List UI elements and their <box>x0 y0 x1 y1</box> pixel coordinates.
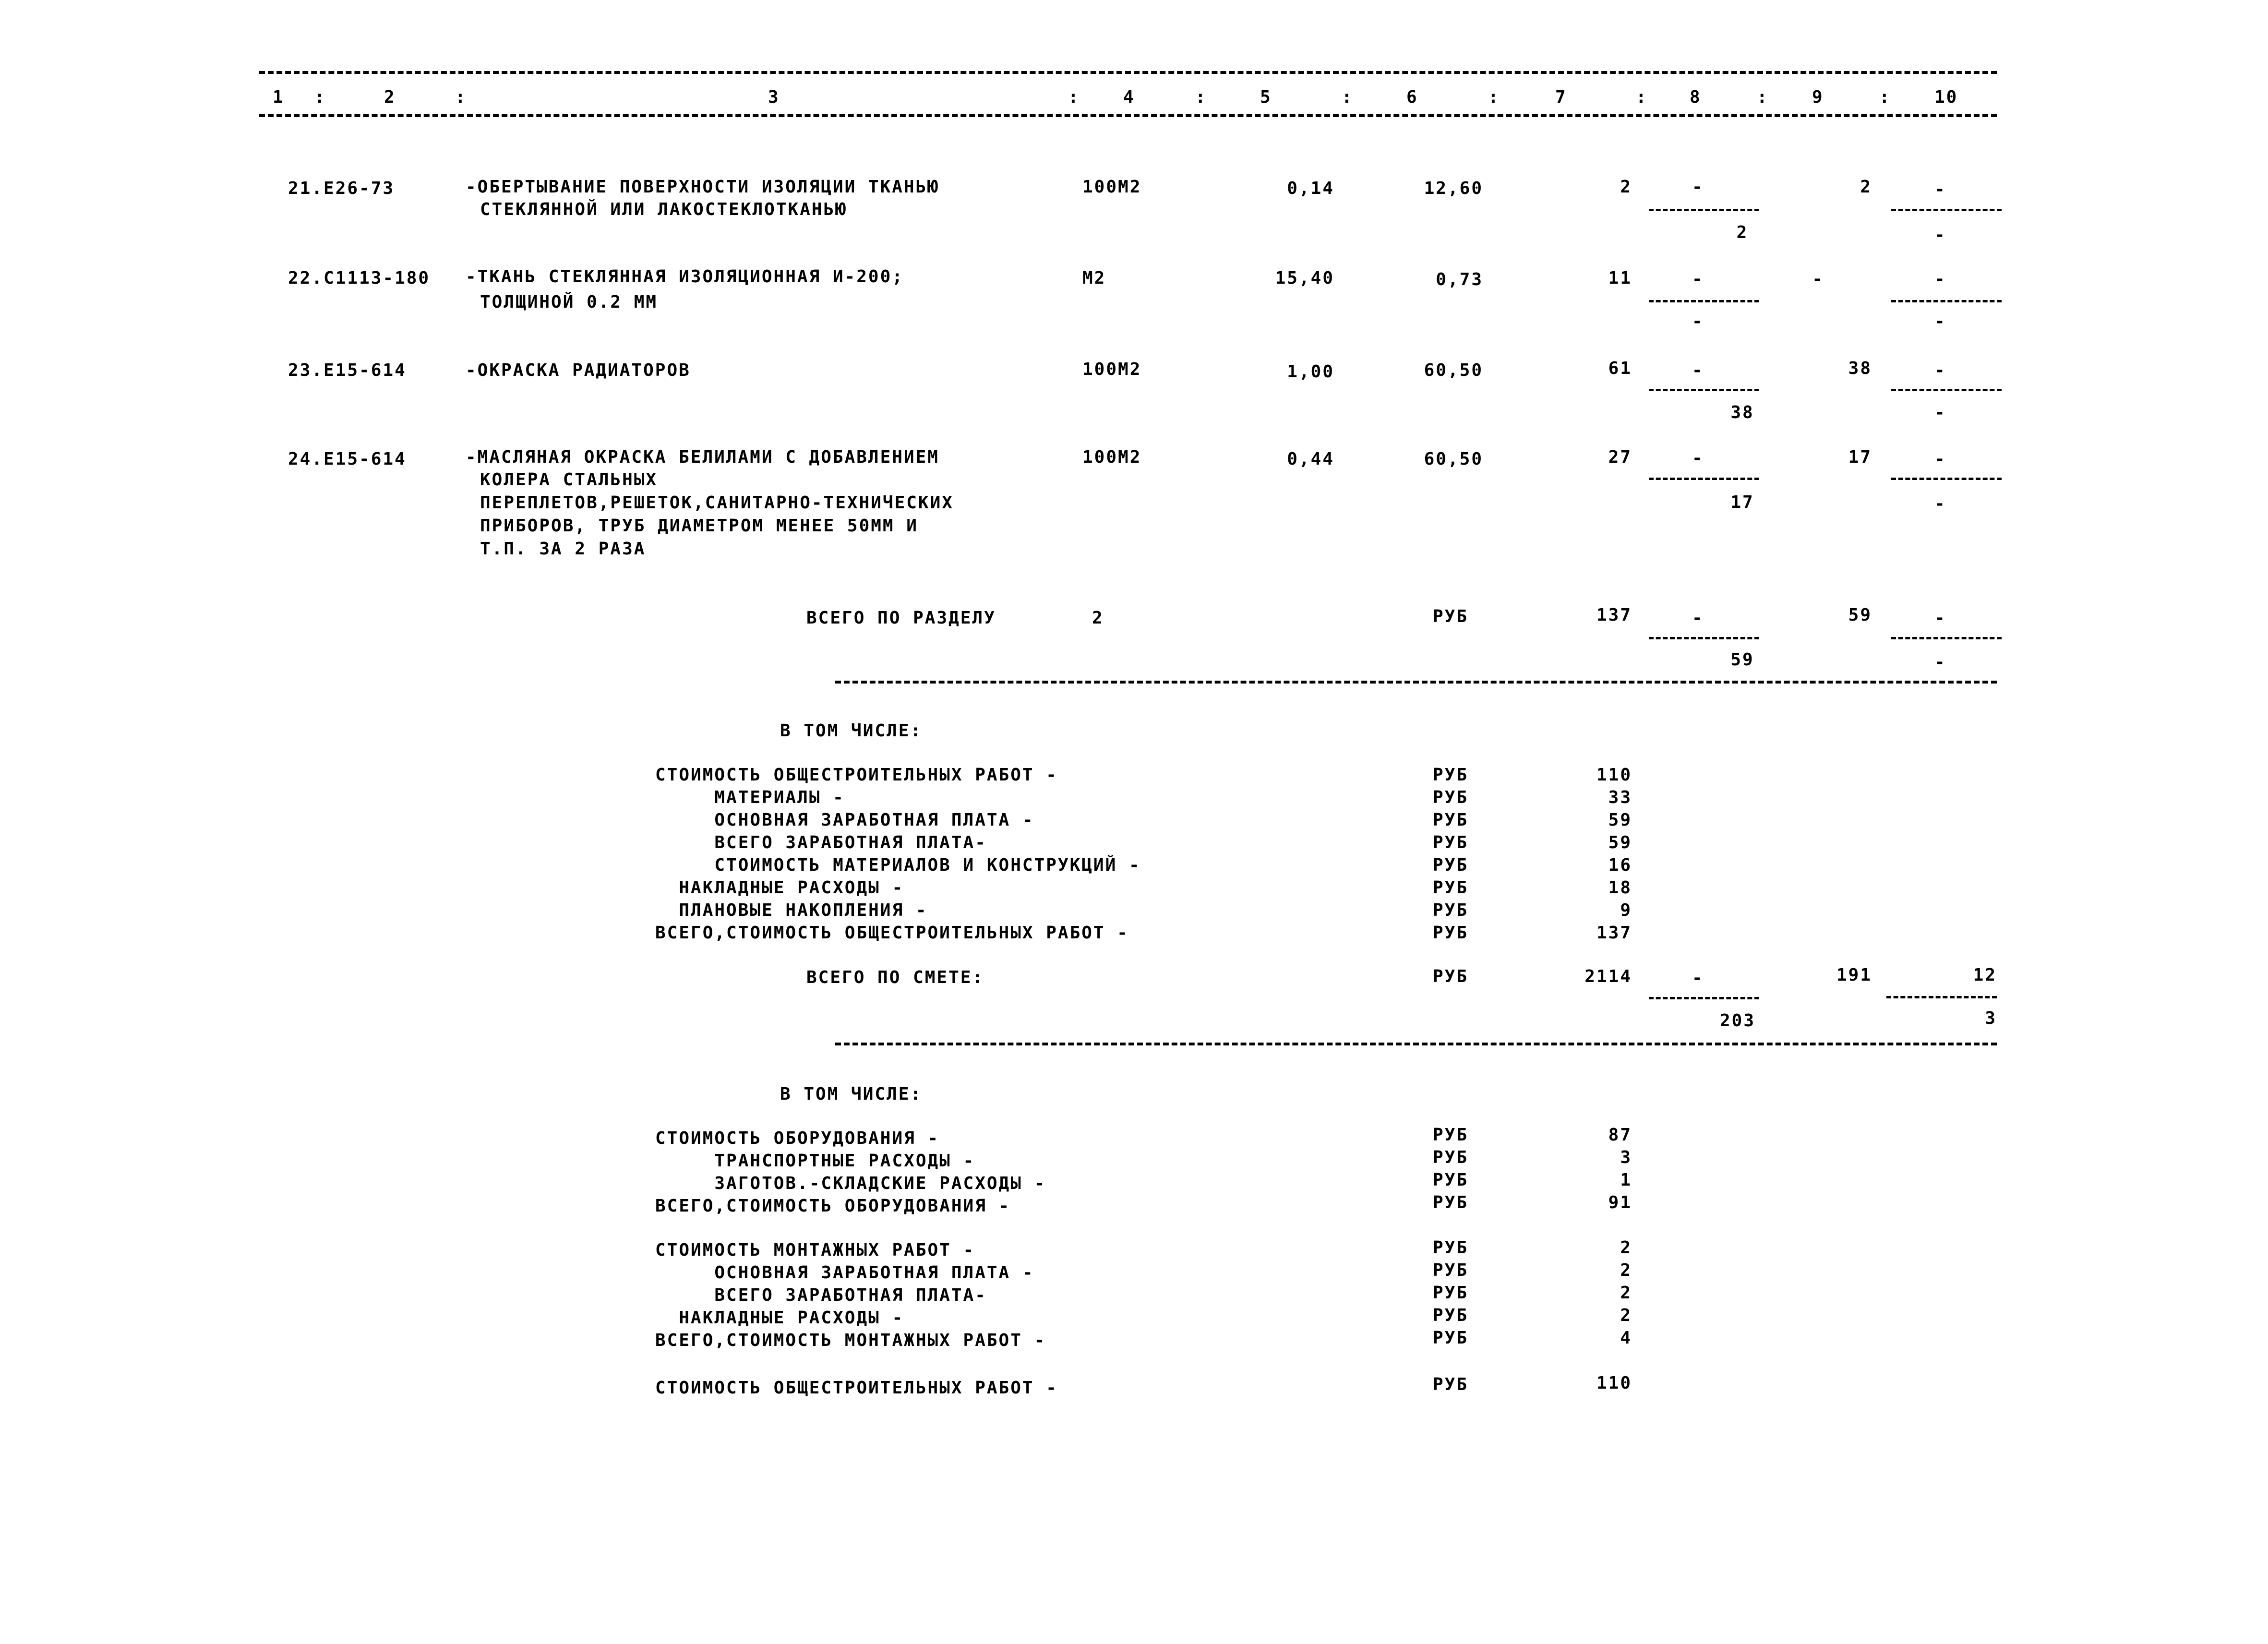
row-unit: 100М2 <box>1082 447 1142 467</box>
breakdown-value: 59 <box>1608 810 1632 830</box>
row-col9: - <box>1812 269 1824 289</box>
breakdown-unit: РУБ <box>1433 923 1469 943</box>
row-col8-bottom: - <box>1692 312 1704 331</box>
row-total: 2 <box>1620 177 1632 197</box>
breakdown-value: 2 <box>1620 1306 1632 1325</box>
estimate-col10-top: 12 <box>1973 965 1997 985</box>
header-bottom-rule <box>259 114 1997 117</box>
breakdown-value: 4 <box>1620 1328 1632 1348</box>
breakdown-value: 33 <box>1608 788 1632 807</box>
breakdown-unit: РУБ <box>1433 1328 1469 1348</box>
row-qty: 0,44 <box>1287 449 1334 469</box>
header-col-7: 7 <box>1555 87 1567 107</box>
header-sep: : <box>1068 87 1080 107</box>
row-col8-rule <box>1649 209 1759 211</box>
row-col8-top: - <box>1692 448 1704 468</box>
header-col-9: 9 <box>1812 87 1824 107</box>
row-name-line: СТЕКЛЯННОЙ ИЛИ ЛАКОСТЕКЛОТКАНЬЮ <box>480 200 847 219</box>
row-qty: 15,40 <box>1275 268 1334 288</box>
breakdown-unit: РУБ <box>1433 833 1469 852</box>
section-col10-bottom: - <box>1934 652 1946 672</box>
row-price: 60,50 <box>1424 360 1483 380</box>
breakdown-label: СТОИМОСТЬ МОНТАЖНЫХ РАБОТ - <box>655 1240 975 1260</box>
row-col9: 2 <box>1860 177 1872 197</box>
section-col10-top: - <box>1934 608 1946 628</box>
row-col8-rule <box>1649 389 1759 391</box>
row-name-line: -ОБЕРТЫВАНИЕ ПОВЕРХНОСТИ ИЗОЛЯЦИИ ТКАНЬЮ <box>466 177 939 197</box>
row-col10-bottom: - <box>1934 312 1946 331</box>
breakdown-value: 16 <box>1608 855 1632 875</box>
header-col-6: 6 <box>1406 87 1418 107</box>
row-col10-top: - <box>1934 269 1946 289</box>
breakdown-unit: РУБ <box>1433 1170 1469 1190</box>
header-sep: : <box>1342 87 1354 107</box>
breakdown-value: 18 <box>1608 878 1632 898</box>
row-name-line: ПРИБОРОВ, ТРУБ ДИАМЕТРОМ МЕНЕЕ 50ММ И <box>480 516 918 536</box>
header-sep: : <box>1636 87 1648 107</box>
row-code: 22.С1113-180 <box>288 268 431 288</box>
section-number: 2 <box>1092 608 1104 628</box>
row-col8-bottom: 17 <box>1730 492 1754 512</box>
row-code: 24.Е15-614 <box>288 449 407 469</box>
header-col-2: 2 <box>384 87 396 107</box>
section-col9: 59 <box>1848 605 1872 625</box>
breakdown-label: СТОИМОСТЬ ОБЩЕСТРОИТЕЛЬНЫХ РАБОТ - <box>655 765 1058 785</box>
breakdown-label: СТОИМОСТЬ ОБОРУДОВАНИЯ - <box>655 1128 940 1148</box>
breakdown-label: ВСЕГО,СТОИМОСТЬ ОБОРУДОВАНИЯ - <box>655 1196 1011 1216</box>
estimate-col8-top: - <box>1692 968 1704 988</box>
breakdown-unit: РУБ <box>1433 1306 1469 1325</box>
row-unit: М2 <box>1082 268 1106 288</box>
including-heading: В ТОМ ЧИСЛЕ: <box>780 1084 923 1104</box>
row-col10-rule <box>1891 300 2002 302</box>
section-col8-top: - <box>1692 608 1704 628</box>
header-col-8: 8 <box>1690 87 1702 107</box>
row-name-line: КОЛЕРА СТАЛЬНЫХ <box>480 470 658 490</box>
breakdown-label: СТОИМОСТЬ МАТЕРИАЛОВ И КОНСТРУКЦИЙ - <box>655 855 1141 875</box>
breakdown-unit: РУБ <box>1433 1260 1469 1280</box>
row-name-line: ТОЛЩИНОЙ 0.2 ММ <box>480 292 658 312</box>
breakdown-value: 2 <box>1620 1283 1632 1303</box>
row-col8-rule <box>1649 478 1759 480</box>
breakdown-value: 2 <box>1620 1260 1632 1280</box>
row-unit: 100М2 <box>1082 360 1142 379</box>
breakdown-label: ЗАГОТОВ.-СКЛАДСКИЕ РАСХОДЫ - <box>655 1174 1046 1193</box>
breakdown-value: 91 <box>1608 1193 1632 1212</box>
row-col8-top: - <box>1692 360 1704 380</box>
estimate-total-unit: РУБ <box>1433 967 1469 986</box>
including-heading: В ТОМ ЧИСЛЕ: <box>780 721 923 741</box>
estimate-total-label: ВСЕГО ПО СМЕТЕ: <box>806 968 984 987</box>
breakdown-value: 59 <box>1608 833 1632 852</box>
section-col8-bottom: 59 <box>1730 650 1754 670</box>
breakdown-value: 87 <box>1608 1125 1632 1145</box>
breakdown-label: ВСЕГО,СТОИМОСТЬ МОНТАЖНЫХ РАБОТ - <box>655 1331 1046 1350</box>
header-sep: : <box>1488 87 1500 107</box>
breakdown-unit: РУБ <box>1433 900 1469 920</box>
header-col-5: 5 <box>1260 87 1272 107</box>
breakdown-label: ВСЕГО,СТОИМОСТЬ ОБЩЕСТРОИТЕЛЬНЫХ РАБОТ - <box>655 923 1129 943</box>
row-name-line: -ОКРАСКА РАДИАТОРОВ <box>466 360 691 380</box>
section-col8-rule <box>1649 637 1759 639</box>
header-sep: : <box>1879 87 1891 107</box>
row-name-line: ПЕРЕПЛЕТОВ,РЕШЕТОК,САНИТАРНО-ТЕХНИЧЕСКИХ <box>480 493 954 513</box>
breakdown-label: ОСНОВНАЯ ЗАРАБОТНАЯ ПЛАТА - <box>655 810 1034 830</box>
header-sep: : <box>314 87 326 107</box>
row-col10-top: - <box>1934 180 1946 199</box>
row-col8-top: - <box>1692 269 1704 289</box>
breakdown-label: МАТЕРИАЛЫ - <box>655 788 845 807</box>
estimate-col9: 191 <box>1836 965 1872 985</box>
estimate-total-value: 2114 <box>1584 967 1632 986</box>
estimate-total-rule <box>835 1043 1997 1045</box>
row-col9: 38 <box>1848 359 1872 378</box>
row-unit: 100М2 <box>1082 177 1142 197</box>
section-total-label: ВСЕГО ПО РАЗДЕЛУ <box>806 608 996 628</box>
row-name-line: -ТКАНЬ СТЕКЛЯННАЯ ИЗОЛЯЦИОННАЯ И-200; <box>466 267 904 287</box>
estimate-col10-bottom: 3 <box>1985 1008 1997 1028</box>
row-col8-bottom: 2 <box>1736 223 1749 242</box>
row-total: 61 <box>1608 359 1632 378</box>
section-col10-rule <box>1891 637 2002 639</box>
breakdown-value: 1 <box>1620 1170 1632 1190</box>
breakdown-label: НАКЛАДНЫЕ РАСХОДЫ - <box>655 878 904 898</box>
section-total-value: 137 <box>1596 605 1632 625</box>
header-col-1: 1 <box>273 87 285 107</box>
breakdown-unit: РУБ <box>1433 1238 1469 1258</box>
breakdown-value: 3 <box>1620 1148 1632 1167</box>
breakdown-unit: РУБ <box>1433 788 1469 807</box>
estimate-col8-bottom: 203 <box>1719 1011 1756 1031</box>
row-code: 23.Е15-614 <box>288 360 407 380</box>
row-price: 12,60 <box>1424 179 1483 198</box>
header-sep: : <box>455 87 467 107</box>
breakdown-unit: РУБ <box>1433 765 1469 785</box>
header-col-3: 3 <box>768 87 780 107</box>
breakdown-unit: РУБ <box>1433 1375 1469 1394</box>
row-col10-bottom: - <box>1934 225 1946 245</box>
row-code: 21.Е26-73 <box>288 179 395 198</box>
estimate-col10-rule <box>1886 996 1997 998</box>
breakdown-value: 9 <box>1620 900 1632 920</box>
breakdown-value: 2 <box>1620 1238 1632 1258</box>
row-col10-bottom: - <box>1934 494 1946 514</box>
row-name-line: Т.П. ЗА 2 РАЗА <box>480 539 646 559</box>
row-col10-rule <box>1891 209 2002 211</box>
breakdown-unit: РУБ <box>1433 855 1469 875</box>
header-col-4: 4 <box>1123 87 1135 107</box>
breakdown-label: СТОИМОСТЬ ОБЩЕСТРОИТЕЛЬНЫХ РАБОТ - <box>655 1378 1058 1398</box>
row-col8-rule <box>1649 300 1759 302</box>
header-sep: : <box>1195 87 1207 107</box>
breakdown-unit: РУБ <box>1433 1125 1469 1145</box>
row-col10-top: - <box>1934 449 1946 469</box>
section-total-rule <box>835 681 1997 684</box>
row-total: 11 <box>1608 268 1632 288</box>
row-price: 0,73 <box>1436 270 1483 289</box>
estimate-col8-rule <box>1649 997 1759 999</box>
breakdown-label: НАКЛАДНЫЕ РАСХОДЫ - <box>655 1308 904 1328</box>
breakdown-unit: РУБ <box>1433 1193 1469 1212</box>
breakdown-unit: РУБ <box>1433 810 1469 830</box>
header-top-rule <box>259 71 1997 74</box>
breakdown-value: 110 <box>1596 765 1632 785</box>
row-col10-top: - <box>1934 360 1946 380</box>
breakdown-value: 110 <box>1596 1373 1632 1393</box>
breakdown-label: ОСНОВНАЯ ЗАРАБОТНАЯ ПЛАТА - <box>655 1263 1034 1283</box>
row-col9: 17 <box>1848 447 1872 467</box>
breakdown-label: ТРАНСПОРТНЫЕ РАСХОДЫ - <box>655 1151 975 1171</box>
breakdown-value: 137 <box>1596 923 1632 943</box>
breakdown-label: ВСЕГО ЗАРАБОТНАЯ ПЛАТА- <box>655 833 987 852</box>
row-name-line: -МАСЛЯНАЯ ОКРАСКА БЕЛИЛАМИ С ДОБАВЛЕНИЕМ <box>466 447 939 467</box>
row-col10-rule <box>1891 478 2002 480</box>
header-col-10: 10 <box>1934 87 1958 107</box>
row-total: 27 <box>1608 447 1632 467</box>
header-sep: : <box>1757 87 1769 107</box>
breakdown-unit: РУБ <box>1433 1148 1469 1167</box>
row-col8-top: - <box>1692 177 1704 197</box>
row-qty: 1,00 <box>1287 362 1334 382</box>
row-qty: 0,14 <box>1287 179 1334 198</box>
row-col10-rule <box>1891 389 2002 391</box>
section-total-unit: РУБ <box>1433 607 1469 626</box>
breakdown-label: ПЛАНОВЫЕ НАКОПЛЕНИЯ - <box>655 900 928 920</box>
breakdown-unit: РУБ <box>1433 878 1469 898</box>
breakdown-unit: РУБ <box>1433 1283 1469 1303</box>
row-col10-bottom: - <box>1934 403 1946 422</box>
row-col8-bottom: 38 <box>1730 403 1754 422</box>
row-price: 60,50 <box>1424 449 1483 469</box>
breakdown-label: ВСЕГО ЗАРАБОТНАЯ ПЛАТА- <box>655 1285 987 1305</box>
